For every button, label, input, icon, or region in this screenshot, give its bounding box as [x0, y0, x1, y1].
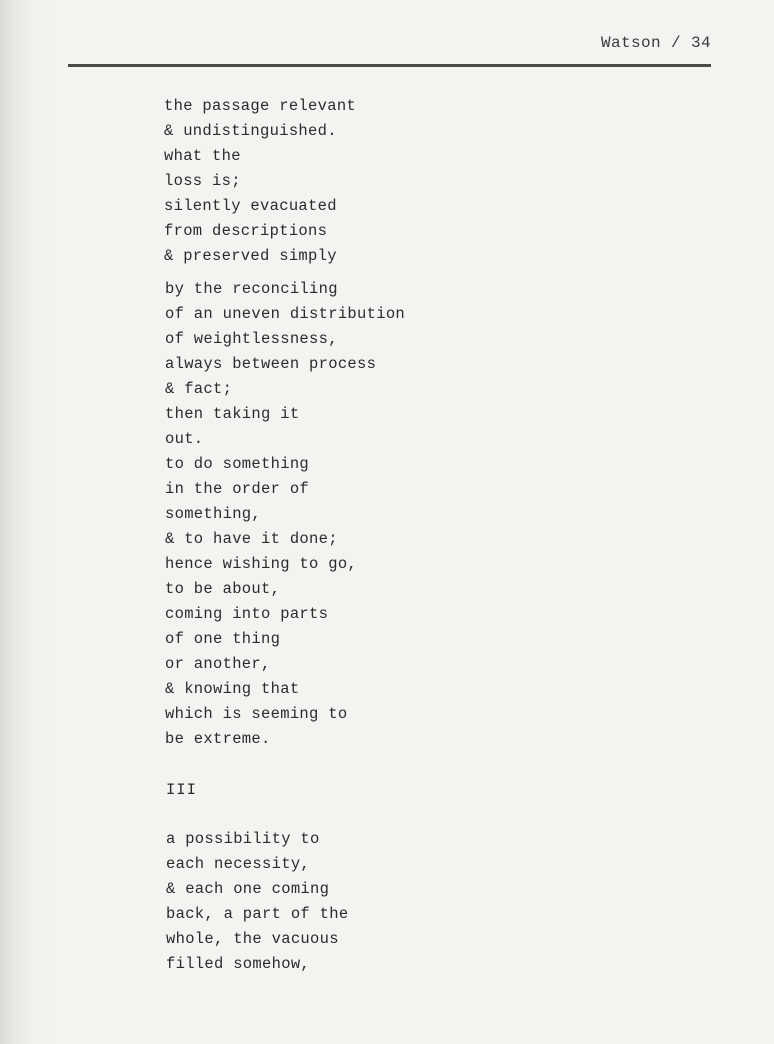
poem-line: from descriptions	[164, 222, 328, 240]
poem-line: be extreme.	[165, 730, 271, 748]
poem-line: & undistinguished.	[164, 122, 337, 140]
poem-line: out.	[165, 430, 204, 448]
poem-line: to be about,	[165, 580, 281, 598]
poem-line: which is seeming to	[165, 705, 348, 723]
poem-line: & to have it done;	[165, 530, 338, 548]
poem-line: each necessity,	[166, 855, 311, 873]
poem-line: of weightlessness,	[165, 330, 338, 348]
poem-line: a possibility to	[166, 830, 320, 848]
page-header	[68, 30, 711, 66]
poem-line: then taking it	[165, 405, 300, 423]
poem-line: back, a part of the	[166, 905, 349, 923]
stanza-2	[165, 277, 405, 752]
header-rule	[68, 64, 711, 67]
poem-line: of one thing	[165, 630, 281, 648]
poem-line: in the order of	[165, 480, 310, 498]
poem-line: to do something	[165, 455, 310, 473]
poem-line: & each one coming	[166, 880, 330, 898]
stanza-1	[164, 94, 356, 269]
poem-line: of an uneven distribution	[165, 305, 406, 323]
poem-line: always between process	[165, 355, 377, 373]
running-head: Watson / 34	[600, 34, 711, 52]
poem-line: filled somehow,	[166, 955, 311, 973]
poem-line: by the reconciling	[165, 280, 338, 298]
poem-line: & fact;	[165, 380, 233, 398]
poem-line: & preserved simply	[164, 247, 337, 265]
poem-line: whole, the vacuous	[166, 930, 339, 948]
poem-line: loss is;	[164, 172, 241, 190]
poem-line: or another,	[165, 655, 271, 673]
stanza-3	[166, 827, 348, 977]
poem-line: & knowing that	[165, 680, 300, 698]
poem-line: what the	[164, 147, 241, 165]
poem-line: hence wishing to go,	[165, 555, 358, 573]
poem-line: the passage relevant	[164, 97, 357, 115]
poem-line: coming into parts	[165, 605, 329, 623]
poem-line: silently evacuated	[164, 197, 337, 215]
section-numeral: III	[166, 781, 197, 799]
poem-line: something,	[165, 505, 262, 523]
